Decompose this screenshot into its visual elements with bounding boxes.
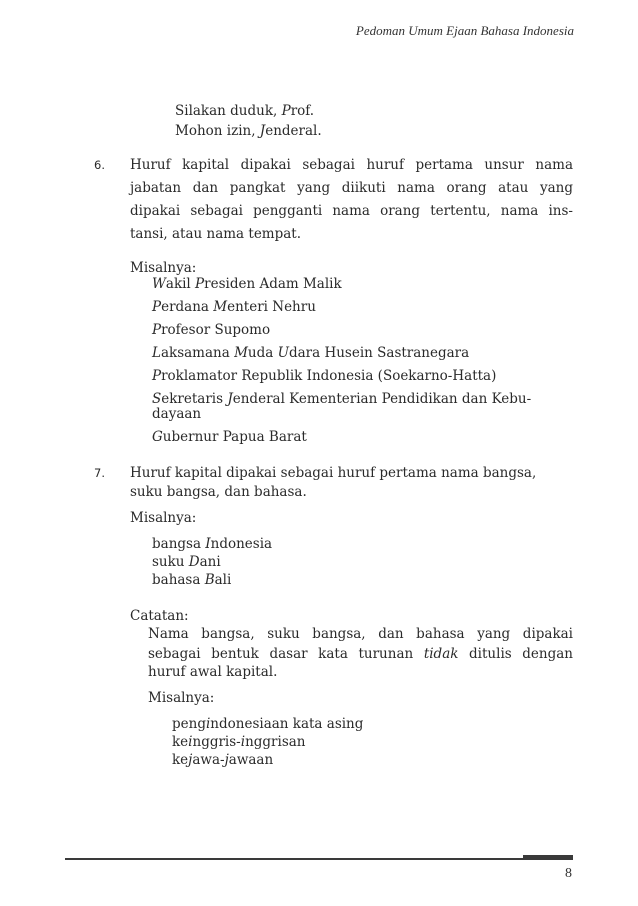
item-7-number: 7. xyxy=(94,466,105,480)
item-6-line-2: jabatan dan pangkat yang diikuti nama orang atau yang xyxy=(130,180,573,196)
example-suku: suku Dani xyxy=(152,554,221,570)
example-bahasa: bahasa Bali xyxy=(152,572,232,588)
example-pengindonesiaan: pengindonesiaan kata asing xyxy=(172,716,364,732)
example-proklamator: Proklamator Republik Indonesia (Soekarno-Hatta) xyxy=(152,368,497,384)
note-line-3: huruf awal kapital. xyxy=(148,664,278,680)
intro-line-2: Mohon izin, Jenderal. xyxy=(175,123,322,139)
note-line-1: Nama bangsa, suku bangsa, dan bahasa yang dipakai xyxy=(148,626,573,642)
example-bangsa: bangsa Indonesia xyxy=(152,536,273,552)
example-gubernur: Gubernur Papua Barat xyxy=(152,429,307,445)
footer-rule-accent xyxy=(523,855,573,860)
example-kejawa: kejawa-jawaan xyxy=(172,752,274,768)
item-6-line-3: dipakai sebagai pengganti nama orang tertentu, nama ins- xyxy=(130,203,573,219)
note-example-label: Misalnya: xyxy=(148,690,215,706)
item-7-line-2: suku bangsa, dan bahasa. xyxy=(130,484,307,500)
item-6-line-1: Huruf kapital dipakai sebagai huruf pertama unsur nama xyxy=(130,157,573,173)
item-6-example-label: Misalnya: xyxy=(130,260,197,276)
example-profesor: Profesor Supomo xyxy=(152,322,271,338)
note-line-2: sebagai bentuk dasar kata turunan tidak ditulis dengan xyxy=(148,646,574,662)
running-header: Pedoman Umum Ejaan Bahasa Indonesia xyxy=(355,23,574,38)
intro-line-1: Silakan duduk, Prof. xyxy=(175,103,315,119)
example-keinggris: keinggris-inggrisan xyxy=(172,734,306,750)
example-sekretaris: Sekretaris Jenderal Kementerian Pendidikan dan Kebu- xyxy=(152,391,532,407)
item-6-line-4: tansi, atau nama tempat. xyxy=(130,226,302,242)
item-6-number: 6. xyxy=(94,158,105,172)
item-7-line-1: Huruf kapital dipakai sebagai huruf pertama nama bangsa, xyxy=(130,465,537,481)
item-7-example-label: Misalnya: xyxy=(130,510,197,526)
example-wakil-presiden: Wakil Presiden Adam Malik xyxy=(152,276,342,292)
footer-rule xyxy=(65,858,573,860)
note-label: Catatan: xyxy=(130,608,189,624)
page-number: 8 xyxy=(565,866,572,881)
example-laksamana: Laksamana Muda Udara Husein Sastranegara xyxy=(152,345,470,361)
example-perdana-menteri: Perdana Menteri Nehru xyxy=(152,299,316,315)
example-sekretaris-cont: dayaan xyxy=(152,406,202,422)
